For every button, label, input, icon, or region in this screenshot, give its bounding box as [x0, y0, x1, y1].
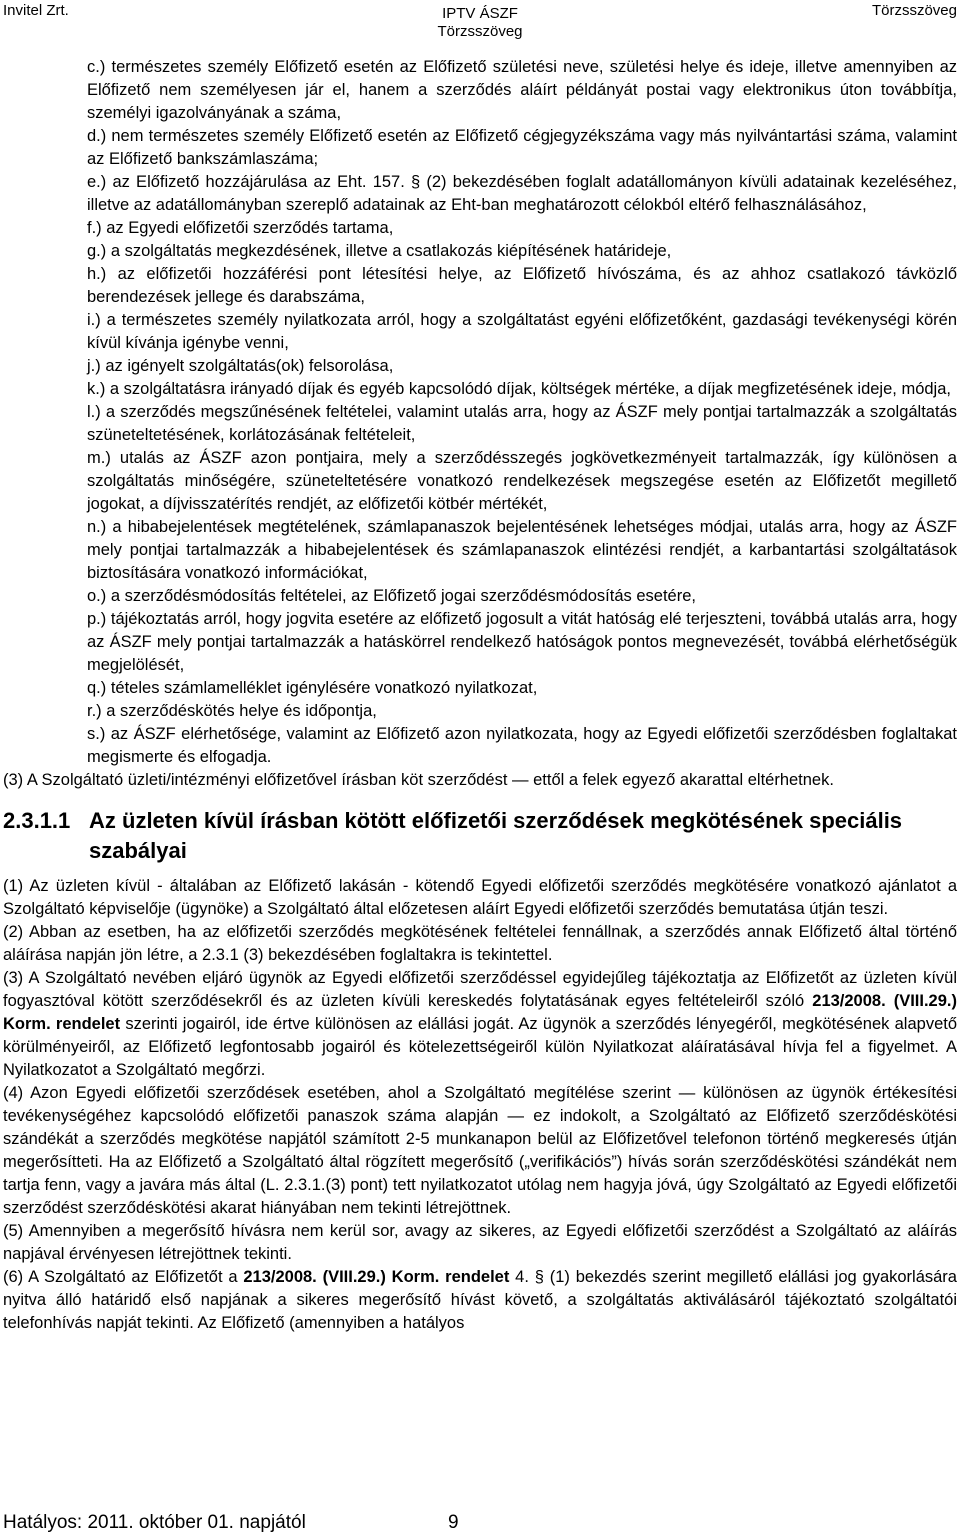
paragraph-5: (5) Amennyiben a megerősítő hívásra nem kerül sor, avagy az sikeres, az Egyedi előfizetői szerződést a Szolgáltató az aláírás napjával érvényesen létrejöttnek tekinti. — [3, 1222, 957, 1263]
list-item-h: h.) az előfizetői hozzáférési pont létesítési helye, az Előfizető hívószáma, és az ahhoz csatlakozó távközlő berendezések jellege és darabszáma, — [87, 265, 957, 306]
list-item-g: g.) a szolgáltatás megkezdésének, illetve a csatlakozás kiépítésének határideje, — [87, 242, 672, 260]
paragraph-1: (1) Az üzleten kívül - általában az Előfizető lakásán - kötendő Egyedi előfizetői szerződés megkötésére vonatkozó ajánlatot a Szolgáltató képviselője (ügynöke) a Szolgáltató által előzetesen aláírt Egyedi előfizetői szerződés bemutatása útján teszi. — [3, 877, 957, 918]
paragraph-6-text-b: 4. § (1) bekezdés szerint megillető elállási jog gyakorlására nyitva álló határidő első napjának a sikeres megerősítő hívást követő, a szolgáltatás aktiválásáról tájékoztató szolgáltatói telefonhívás napját tekinti. Az Előfizető (amennyiben a hatályos — [3, 1268, 957, 1332]
list-item-j: j.) az igényelt szolgáltatás(ok) felsorolása, — [87, 357, 394, 375]
list-item-k: k.) a szolgáltatásra irányadó díjak és egyéb kapcsolódó díjak, költségek mértéke, a díjak megfizetésének ideje, módja, — [87, 380, 951, 398]
list-item-r: r.) a szerződéskötés helye és időpontja, — [87, 702, 377, 720]
section-title: Az üzleten kívül írásban kötött előfizetői szerződések megkötésének speciális szabályai — [89, 808, 903, 863]
paragraph-3 — [3, 967, 957, 1082]
list-item-s: s.) az ÁSZF elérhetősége, valamint az Előfizető azon nyilatkozata, hogy az Egyedi előfizetői szerződésben foglaltakat megismerte és elfogadja. — [87, 725, 957, 766]
paragraph-3-decree-ref: 213/2008. (VIII.29.) Korm. rendelet — [3, 992, 957, 1033]
footer-page-number: 9 — [448, 1512, 459, 1533]
list-item-i: i.) a természetes személy nyilatkozata arról, hogy a szolgáltatást egyéni előfizetőként, gazdasági tevékenységi körén kívül kívánja igénybe venni, — [87, 311, 957, 352]
list-item-d: d.) nem természetes személy Előfizető esetén az Előfizető cégjegyzékszáma vagy más nyilvántartási száma, valamint az Előfizető bankszámlaszáma; — [87, 127, 957, 168]
paragraph-2: (2) Abban az esetben, ha az előfizetői szerződés megkötésének feltételei fennállnak, a szerződés annak Előfizető által történő aláírása napján jön létre, a 2.3.1 (3) bekezdésében foglaltakra is tekintettel. — [3, 923, 957, 964]
document-body — [3, 56, 957, 1335]
paragraph-6-text-a: (6) A Szolgáltató az Előfizetőt a — [3, 1268, 244, 1286]
paragraph-6-decree-ref: 213/2008. (VIII.29.) Korm. rendelet — [243, 1268, 510, 1286]
paragraph-3-text-a: (3) A Szolgáltató nevében eljáró ügynök az Egyedi előfizetői szerződéssel egyidejűleg tájékoztatja az Előfizetőt az üzleten kívül fogyasztóval kötött szerződésekről és az üzleten kívüli kereskedés folytatásának egyes feltételeiről szóló — [3, 969, 957, 1010]
paragraph-4: (4) Azon Egyedi előfizetői szerződések esetében, ahol a Szolgáltató megítélése szerint — különösen az ügynök értékesítési tevékenységéhez kapcsolódó előfizetői panaszok száma alapján — ez indokolt, a Szolgáltató az Előfizető szerződéskötési szándékát a szerződés megkötése napjától számított 2-5 munkanapon belül az Előfizetővel telefonon történő megkeresés útján megerősítteti. Ha az Előfizető a Szolgáltató által rögzített megerősítő („verifikációs”) hívás során szerződéskötési szándékát nem tartja fenn, vagy a javára más által (L. 2.3.1.(3) pont) tett nyilatkozatot utólag nem hagyja jóvá, úgy Szolgáltató az Egyedi előfizetői szerződést szerződéskötési akarat hiányában nem tekinti létrejöttnek. — [3, 1084, 957, 1217]
clause-3: (3) A Szolgáltató üzleti/intézményi előfizetővel írásban köt szerződést — ettől a felek egyező akarattal eltérhetnek. — [3, 771, 834, 789]
list-item-f: f.) az Egyedi előfizetői szerződés tartama, — [87, 219, 394, 237]
list-item-l: l.) a szerződés megszűnésének feltételei, valamint utalás arra, hogy az ÁSZF mely pontjai tartalmazzák a szolgáltatás szüneteltetésének, korlátozásának feltételeit, — [87, 403, 957, 444]
subscriber-data-list — [3, 56, 957, 769]
list-item-q: q.) tételes számlamelléklet igénylésére vonatkozó nyilatkozat, — [87, 679, 538, 697]
list-item-o: o.) a szerződésmódosítás feltételei, az Előfizető jogai szerződésmódosítás esetére, — [87, 587, 696, 605]
page-header — [0, 0, 960, 44]
header-company: Invitel Zrt. — [3, 2, 69, 19]
header-section-label: Törzsszöveg — [871, 2, 957, 19]
header-title-line2: Törzsszöveg — [437, 23, 523, 40]
header-title-line1: IPTV ÁSZF — [442, 5, 518, 22]
paragraph-6 — [3, 1266, 957, 1335]
page-footer — [3, 1512, 459, 1534]
header-document-title — [0, 5, 960, 41]
section-number: 2.3.1.1 — [3, 808, 71, 833]
list-item-n: n.) a hibabejelentések megtételének, számlapanaszok bejelentésének lehetséges módjai, utalás arra, hogy az ÁSZF mely pontjai tartalmazzák a hibabejelentések és számlapanaszok elintézési rendjét, a karbantartási szolgáltatások biztosítására vonatkozó információkat, — [87, 518, 957, 582]
paragraph-3-text-b: szerinti jogairól, ide értve különösen az elállási jogát. Az ügynök a szerződés lényegéről, megkötésének alapvető körülményeiről, az Előfizető legfontosabb jogairól és kötelezettségeiről külön Nyilatkozat aláíratásával hívja fel a figyelmet. A Nyilatkozatot a Szolgáltató megőrzi. — [3, 1015, 958, 1079]
list-item-c: c.) természetes személy Előfizető esetén az Előfizető születési neve, születési helye és ideje, illetve amennyiben az Előfizető nem személyesen jár el, hanem a szerződés aláírt példányát postai vagy elektronikus úton továbbítja, személyi igazolványának a száma, — [87, 58, 957, 122]
footer-effective-date: Hatályos: 2011. október 01. napjától — [3, 1512, 306, 1533]
list-item-m: m.) utalás az ÁSZF azon pontjaira, mely a szerződésszegés jogkövetkezményeit tartalmazzák, így különösen a szolgáltatás minőségére, szüneteltetésére vonatkozó rendelkezések megszegése esetén az Előfizetőt megillető jogokat, a díjvisszatérítés rendjét, az előfizetői kötbér mértékét, — [87, 449, 957, 513]
list-item-p: p.) tájékoztatás arról, hogy jogvita esetére az előfizető jogosult a vitát hatóság elé terjeszteni, továbbá utalás arra, hogy az ÁSZF mely pontjai tartalmazzák a hatáskörrel rendelkező hatóságok pontos megnevezését, továbbá elérhetőségük megjelölését, — [87, 610, 957, 674]
section-heading — [3, 806, 957, 866]
list-item-e: e.) az Előfizető hozzájárulása az Eht. 157. § (2) bekezdésében foglalt adatállományon kívüli adatainak kezeléséhez, illetve az adatállományban szereplő adatainak az Eht-ban meghatározott célokból eltérő felhasználásához, — [87, 173, 957, 214]
